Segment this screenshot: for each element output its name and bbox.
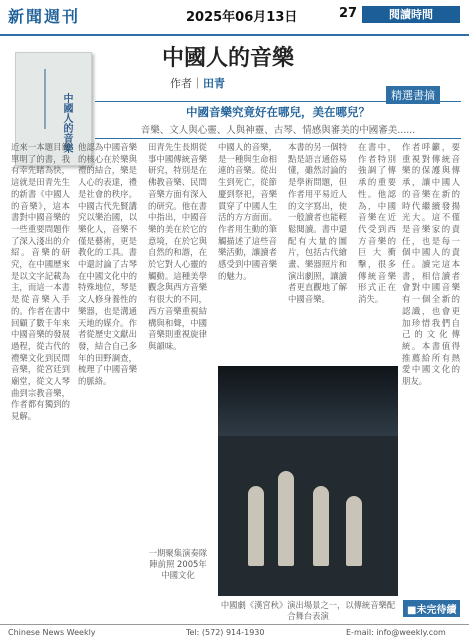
caption-2: 中國劇《漢宮秋》演出場景之一，以傳統音樂配合舞台表演 xyxy=(220,600,396,621)
photo-figure xyxy=(346,496,362,566)
photo-figure xyxy=(313,486,329,566)
body-column-4: 中國人的音樂，是一種與生命相連的音樂。從出生到死亡，從節慶到祭祀，音樂貫穿了中國人生活的方方面面。作者用生動的筆觸描述了這些音樂活動，讓讀者感受到中國音樂的魅力。 xyxy=(218,142,277,281)
body-column-1: 近來一本題目簡單明了的書，我有幸先睹為快，這就是田青先生的新書《中國人的音樂》，這本書對中國音樂的一些重要問題作了深入淺出的介紹。音樂的研究，在中國歷來是以文字記載為主，而這一本書是從音樂入手的。作者在書中回顧了數千年來中國音樂的發展過程，從古代的禮樂文化到民間音樂，從宮廷到廟堂，從文人琴曲到宗教音樂，作者都有獨到的見解。 xyxy=(11,142,70,422)
caption-1: 一期聚集演奏隊陣前照 2005年中國文化 xyxy=(148,548,208,580)
body-column-5: 本書的另一個特點是語言通俗易懂，雖然討論的是學術問題，但作者用平易近人的文字寫出，使一般讀者也能輕鬆閱讀。書中還配有大量的圖片，包括古代繪畫、樂器照片和演出劇照，讓讀者更直觀地了解中國音樂。 xyxy=(288,142,347,305)
section-tag: 閱讀時間 xyxy=(362,6,460,23)
page-number: 27 xyxy=(339,6,358,21)
page-header xyxy=(0,0,469,36)
author-name: 田青 xyxy=(203,77,225,90)
body-column-2: 他認為中國音樂的核心在於樂與禮的結合，樂是人心的表達，禮是社會的秩序。中國古代先賢講究以樂治國，以樂化人，音樂不僅是藝術，更是教化的工具。書中還討論了古琴在中國文化中的特殊地位，琴是文人修身養性的樂器，也是溝通天地的媒介。作者從歷史文獻出發，結合自己多年的田野調查，梳理了中國音樂的脈絡。 xyxy=(78,142,137,387)
page-footer xyxy=(0,624,469,641)
book-cover-title: 中國人的音樂 xyxy=(61,93,72,153)
photo-backdrop xyxy=(218,366,398,436)
lead-headline: 中國音樂究竟好在哪兒，美在哪兒？ xyxy=(186,105,370,119)
excerpt-badge: 精選書摘 xyxy=(386,86,440,104)
byline: 作者｜田青 xyxy=(170,77,225,90)
lead-box xyxy=(95,101,461,139)
footer-email: E-mail: info@weekly.com xyxy=(346,628,446,637)
byline-label: 作者 xyxy=(170,77,192,90)
issue-date: 2025年06月13日 xyxy=(186,10,298,25)
body-column-6: 在書中，作者特別強調了傳承的重要性。他認為，中國音樂在近代受到西方音樂的巨大衝擊，很多傳統音樂形式正在消失。 xyxy=(358,142,396,305)
footer-publication: Chinese News Weekly xyxy=(8,628,96,637)
lead-subheadline: 音樂、文人與心靈、人與神靈、古琴、情感與審美的中國審美...... xyxy=(140,125,416,136)
continued-sign: ■未完待續 xyxy=(403,600,460,617)
body-column-7: 作者呼籲，要重視對傳統音樂的保護與傳承，讓中國人的音樂在新的時代繼續發揚光大。這不僅是音樂家的責任，也是每一個中國人的責任。讀完這本書，相信讀者會對中國音樂有一個全新的認識，也會更加珍惜我們自己的文化傳統。本書值得推薦給所有熱愛中國文化的朋友。 xyxy=(402,142,460,387)
masthead: 新聞週刊 xyxy=(8,7,81,26)
stage-photo xyxy=(218,366,398,596)
photo-figure xyxy=(248,486,264,566)
footer-phone: Tel: (572) 914-1930 xyxy=(186,628,265,637)
body-column-3: 田青先生長期從事中國傳統音樂研究，特別是在佛教音樂、民間音樂方面有深入的研究。他在書中指出，中國音樂的美在於它的意境，在於它與自然的和諧，在於它對人心靈的觸動。這種美學觀念與西方音樂有很大的不同，西方音樂重視結構與和聲，中國音樂則重視旋律與韻味。 xyxy=(148,142,207,351)
photo-figure xyxy=(278,471,294,566)
article-title: 中國人的音樂 xyxy=(161,45,294,71)
